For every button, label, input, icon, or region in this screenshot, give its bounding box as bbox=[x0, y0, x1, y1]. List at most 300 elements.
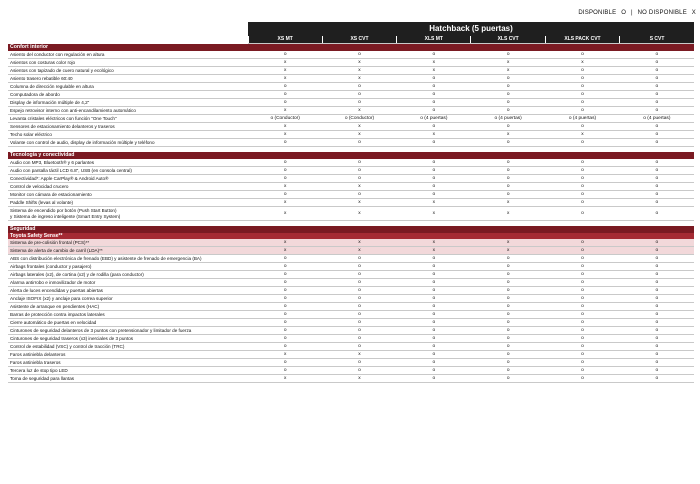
availability-cell: o bbox=[545, 139, 619, 147]
feature-label: Computadora de abordo bbox=[8, 91, 248, 99]
availability-cell: o bbox=[248, 99, 322, 107]
feature-label: Techo solar eléctrico bbox=[8, 131, 248, 139]
table-row bbox=[8, 167, 694, 175]
table-row bbox=[8, 91, 694, 99]
feature-label: Sistema de encendido por botón (Push Start Button) y Sistema de ingreso inteligente (Smart Entry System) bbox=[8, 207, 248, 221]
table-row bbox=[8, 139, 694, 147]
availability-cell: o bbox=[471, 335, 545, 343]
availability-cell: o bbox=[397, 91, 471, 99]
feature-label: Display de información múltiple de 4,2" bbox=[8, 99, 248, 107]
availability-cell: o bbox=[620, 191, 694, 199]
availability-cell: x bbox=[322, 183, 396, 191]
availability-cell: o bbox=[248, 287, 322, 295]
availability-cell: o bbox=[545, 75, 619, 83]
availability-cell: o bbox=[620, 303, 694, 311]
table-row bbox=[8, 239, 694, 247]
availability-cell: x bbox=[471, 247, 545, 255]
availability-cell: o bbox=[397, 255, 471, 263]
availability-cell: o bbox=[620, 99, 694, 107]
legend-not-available-symbol: X bbox=[691, 10, 696, 16]
availability-cell: o bbox=[620, 175, 694, 183]
availability-cell: o bbox=[248, 327, 322, 335]
table-row bbox=[8, 295, 694, 303]
availability-cell: o bbox=[471, 375, 545, 383]
availability-cell: o bbox=[620, 335, 694, 343]
availability-cell: x bbox=[397, 207, 471, 221]
table-row bbox=[8, 59, 694, 67]
availability-cell: o bbox=[397, 271, 471, 279]
availability-cell: o bbox=[397, 287, 471, 295]
availability-cell: x bbox=[322, 375, 396, 383]
availability-cell: o bbox=[248, 91, 322, 99]
availability-cell: o bbox=[322, 319, 396, 327]
availability-cell: o bbox=[471, 295, 545, 303]
availability-cell: o bbox=[248, 303, 322, 311]
table-row bbox=[8, 287, 694, 295]
availability-cell: o bbox=[397, 183, 471, 191]
availability-cell: o bbox=[545, 99, 619, 107]
table-row bbox=[8, 159, 694, 167]
availability-legend bbox=[575, 10, 696, 16]
availability-cell: o bbox=[545, 335, 619, 343]
availability-cell: o bbox=[248, 271, 322, 279]
model-header: XS MT bbox=[248, 36, 322, 44]
model-header: XLS MT bbox=[397, 36, 471, 44]
availability-cell: o bbox=[248, 343, 322, 351]
legend-available-label: DISPONIBLE bbox=[578, 10, 617, 16]
table-row bbox=[8, 83, 694, 91]
table-row bbox=[8, 319, 694, 327]
table-row bbox=[8, 191, 694, 199]
availability-cell: o bbox=[620, 247, 694, 255]
availability-cell: o bbox=[471, 303, 545, 311]
availability-cell: o bbox=[248, 335, 322, 343]
availability-cell: x bbox=[322, 107, 396, 115]
availability-cell: o (Conductor) bbox=[322, 115, 396, 123]
availability-cell: o bbox=[397, 167, 471, 175]
availability-cell: o bbox=[397, 159, 471, 167]
availability-cell: o bbox=[322, 327, 396, 335]
availability-cell: o bbox=[397, 359, 471, 367]
availability-cell: o bbox=[545, 51, 619, 59]
availability-cell: o bbox=[248, 83, 322, 91]
availability-cell: o bbox=[545, 351, 619, 359]
availability-cell: o (4 puertas) bbox=[397, 115, 471, 123]
feature-label: Levanta cristales eléctricos con función "One Touch" bbox=[8, 115, 248, 123]
availability-cell: o bbox=[471, 83, 545, 91]
availability-cell: o bbox=[620, 207, 694, 221]
feature-label: Asiento trasero rebatible 60:40 bbox=[8, 75, 248, 83]
table-row bbox=[8, 343, 694, 351]
legend-separator: | bbox=[631, 10, 633, 16]
availability-cell: x bbox=[397, 67, 471, 75]
spec-table-container bbox=[8, 22, 694, 383]
availability-cell: o bbox=[545, 279, 619, 287]
model-header: XLS CVT bbox=[471, 36, 545, 44]
availability-cell: o bbox=[397, 107, 471, 115]
feature-label: Airbags laterales (x2), de cortina (x2) y de rodilla (para conductor) bbox=[8, 271, 248, 279]
availability-cell: o bbox=[397, 99, 471, 107]
availability-cell: o bbox=[545, 83, 619, 91]
feature-label: ABS con distribución electrónica de frenado (EBD) y asistente de frenado de emergencia (BA) bbox=[8, 255, 248, 263]
spec-table bbox=[8, 22, 694, 383]
availability-cell: o bbox=[471, 263, 545, 271]
availability-cell: o bbox=[545, 271, 619, 279]
availability-cell: x bbox=[248, 107, 322, 115]
availability-cell: o bbox=[471, 91, 545, 99]
availability-cell: o bbox=[471, 311, 545, 319]
feature-label: Control de velocidad crucero bbox=[8, 183, 248, 191]
availability-cell: o bbox=[322, 343, 396, 351]
availability-cell: o bbox=[545, 159, 619, 167]
feature-label: Audio con pantalla táctil LCD 6.8", USB (en consola central) bbox=[8, 167, 248, 175]
availability-cell: o bbox=[545, 191, 619, 199]
availability-cell: o bbox=[248, 263, 322, 271]
availability-cell: o bbox=[545, 91, 619, 99]
availability-cell: o bbox=[545, 263, 619, 271]
table-title-row bbox=[8, 22, 694, 36]
section-title: Tecnología y conectividad bbox=[8, 152, 694, 159]
section-title: Seguridad bbox=[8, 226, 694, 233]
table-title: Hatchback (5 puertas) bbox=[248, 22, 694, 36]
availability-cell: o bbox=[620, 131, 694, 139]
availability-cell: x bbox=[322, 351, 396, 359]
availability-cell: o bbox=[471, 367, 545, 375]
availability-cell: x bbox=[322, 247, 396, 255]
availability-cell: o bbox=[322, 83, 396, 91]
section-header bbox=[8, 44, 694, 52]
availability-cell: o bbox=[545, 319, 619, 327]
availability-cell: o bbox=[248, 175, 322, 183]
availability-cell: o bbox=[471, 107, 545, 115]
availability-cell: o bbox=[322, 139, 396, 147]
availability-cell: o bbox=[248, 167, 322, 175]
availability-cell: o bbox=[545, 359, 619, 367]
availability-cell: o bbox=[322, 367, 396, 375]
table-row bbox=[8, 247, 694, 255]
availability-cell: o bbox=[248, 139, 322, 147]
availability-cell: o bbox=[471, 343, 545, 351]
feature-label: Barras de protección contra impactos laterales bbox=[8, 311, 248, 319]
availability-cell: o bbox=[322, 99, 396, 107]
availability-cell: x bbox=[322, 67, 396, 75]
feature-label: Audio con MP3, Bluetooth® y 6 parlantes bbox=[8, 159, 248, 167]
availability-cell: x bbox=[397, 59, 471, 67]
availability-cell: o bbox=[620, 159, 694, 167]
availability-cell: o bbox=[248, 191, 322, 199]
availability-cell: o bbox=[620, 123, 694, 131]
availability-cell: o bbox=[620, 327, 694, 335]
availability-cell: o bbox=[620, 67, 694, 75]
availability-cell: o bbox=[545, 247, 619, 255]
availability-cell: x bbox=[322, 239, 396, 247]
table-row bbox=[8, 263, 694, 271]
availability-cell: o bbox=[322, 191, 396, 199]
table-row bbox=[8, 335, 694, 343]
availability-cell: o bbox=[545, 311, 619, 319]
availability-cell: o bbox=[322, 51, 396, 59]
table-row bbox=[8, 183, 694, 191]
availability-cell: o bbox=[471, 75, 545, 83]
feature-label: Sensores de estacionamiento delanteros y traseros bbox=[8, 123, 248, 131]
availability-cell: x bbox=[471, 67, 545, 75]
availability-cell: o bbox=[471, 51, 545, 59]
section-header bbox=[8, 226, 694, 233]
availability-cell: o bbox=[322, 335, 396, 343]
availability-cell: o bbox=[322, 91, 396, 99]
availability-cell: x bbox=[322, 59, 396, 67]
availability-cell: x bbox=[248, 199, 322, 207]
table-row bbox=[8, 279, 694, 287]
availability-cell: o bbox=[545, 239, 619, 247]
feature-label: Faros antiniebla traseros bbox=[8, 359, 248, 367]
feature-label: Volante con control de audio, display de información múltiple y teléfono bbox=[8, 139, 248, 147]
availability-cell: o bbox=[545, 327, 619, 335]
availability-cell: o bbox=[248, 311, 322, 319]
availability-cell: o bbox=[545, 175, 619, 183]
availability-cell: o bbox=[620, 91, 694, 99]
availability-cell: o bbox=[248, 319, 322, 327]
availability-cell: o bbox=[397, 343, 471, 351]
availability-cell: o bbox=[545, 123, 619, 131]
feature-label: Cinturones de seguridad traseros (x3) inerciales de 3 puntos bbox=[8, 335, 248, 343]
table-row bbox=[8, 367, 694, 375]
feature-label: Anclaje ISOFIX (x2) y anclaje para correa superior bbox=[8, 295, 248, 303]
feature-label: Paddle Shifts (levas al volante) bbox=[8, 199, 248, 207]
model-header: XS CVT bbox=[322, 36, 396, 44]
table-row bbox=[8, 131, 694, 139]
availability-cell: o bbox=[397, 123, 471, 131]
table-row bbox=[8, 67, 694, 75]
availability-cell: x bbox=[322, 75, 396, 83]
availability-cell: o bbox=[397, 175, 471, 183]
availability-cell: o bbox=[471, 191, 545, 199]
feature-label: Espejo retrovisor interno con anti-encandilamiento automático bbox=[8, 107, 248, 115]
availability-cell: o bbox=[620, 351, 694, 359]
availability-cell: o bbox=[397, 279, 471, 287]
availability-cell: o bbox=[248, 295, 322, 303]
availability-cell: x bbox=[248, 67, 322, 75]
availability-cell: o bbox=[620, 255, 694, 263]
feature-label: Alerta de luces encendidas y puertas abiertas bbox=[8, 287, 248, 295]
availability-cell: o bbox=[545, 183, 619, 191]
availability-cell: o bbox=[545, 67, 619, 75]
availability-cell: o bbox=[620, 319, 694, 327]
availability-cell: x bbox=[248, 247, 322, 255]
availability-cell: o bbox=[322, 159, 396, 167]
availability-cell: o bbox=[545, 375, 619, 383]
availability-cell: o (4 puertas) bbox=[471, 115, 545, 123]
table-row bbox=[8, 123, 694, 131]
availability-cell: o bbox=[471, 123, 545, 131]
availability-cell: x bbox=[248, 375, 322, 383]
availability-cell: o bbox=[248, 359, 322, 367]
feature-label: Tercera luz de stop tipo LED bbox=[8, 367, 248, 375]
availability-cell: x bbox=[248, 75, 322, 83]
availability-cell: x bbox=[471, 131, 545, 139]
feature-label: Asiento del conductor con regulación en altura bbox=[8, 51, 248, 59]
availability-cell: x bbox=[322, 131, 396, 139]
availability-cell: o bbox=[620, 295, 694, 303]
availability-cell: x bbox=[397, 239, 471, 247]
table-row bbox=[8, 75, 694, 83]
table-row bbox=[8, 199, 694, 207]
table-row bbox=[8, 175, 694, 183]
table-row bbox=[8, 207, 694, 221]
feature-label: Asistente de arranque en pendientes (HAC) bbox=[8, 303, 248, 311]
availability-cell: x bbox=[397, 199, 471, 207]
availability-cell: x bbox=[471, 59, 545, 67]
availability-cell: x bbox=[545, 59, 619, 67]
feature-label: Conectividad*: Apple CarPlay® & Android Auto® bbox=[8, 175, 248, 183]
availability-cell: o bbox=[545, 199, 619, 207]
availability-cell: o bbox=[397, 139, 471, 147]
availability-cell: o bbox=[471, 99, 545, 107]
availability-cell: o bbox=[620, 107, 694, 115]
availability-cell: x bbox=[248, 131, 322, 139]
availability-cell: o bbox=[620, 139, 694, 147]
availability-cell: o (4 puertas) bbox=[620, 115, 694, 123]
availability-cell: x bbox=[248, 351, 322, 359]
table-row bbox=[8, 271, 694, 279]
availability-cell: o bbox=[397, 335, 471, 343]
availability-cell: o bbox=[545, 343, 619, 351]
availability-cell: o bbox=[397, 83, 471, 91]
availability-cell: o bbox=[471, 327, 545, 335]
table-row bbox=[8, 99, 694, 107]
availability-cell: x bbox=[248, 183, 322, 191]
availability-cell: o bbox=[471, 255, 545, 263]
model-header: S CVT bbox=[620, 36, 694, 44]
availability-cell: o bbox=[471, 159, 545, 167]
feature-label: Cinturones de seguridad delanteros de 3 puntos con pretensionador y limitador de fuerza bbox=[8, 327, 248, 335]
availability-cell: o bbox=[397, 351, 471, 359]
availability-cell: o bbox=[620, 167, 694, 175]
availability-cell: x bbox=[322, 199, 396, 207]
availability-cell: o bbox=[545, 367, 619, 375]
table-row bbox=[8, 51, 694, 59]
availability-cell: o bbox=[397, 51, 471, 59]
feature-label: Alarma antirrobo e inmovilizador de motor bbox=[8, 279, 248, 287]
availability-cell: o bbox=[322, 303, 396, 311]
availability-cell: o bbox=[397, 303, 471, 311]
availability-cell: o bbox=[248, 255, 322, 263]
availability-cell: o bbox=[620, 199, 694, 207]
availability-cell: x bbox=[471, 199, 545, 207]
availability-cell: o (Conductor) bbox=[248, 115, 322, 123]
availability-cell: o bbox=[471, 139, 545, 147]
feature-label: Sistema de alerta de cambio de carril (LDA)** bbox=[8, 247, 248, 255]
feature-label: Columna de dirección regulable en altura bbox=[8, 83, 248, 91]
availability-cell: o bbox=[620, 183, 694, 191]
table-row bbox=[8, 311, 694, 319]
availability-cell: o bbox=[397, 75, 471, 83]
feature-label: Airbags frontales (conductor y pasajero) bbox=[8, 263, 248, 271]
availability-cell: x bbox=[248, 207, 322, 221]
availability-cell: x bbox=[322, 123, 396, 131]
availability-cell: o bbox=[620, 375, 694, 383]
availability-cell: o bbox=[397, 375, 471, 383]
availability-cell: o bbox=[471, 175, 545, 183]
feature-label: Sistema de pre-colisión frontal (PCS)** bbox=[8, 239, 248, 247]
table-row bbox=[8, 303, 694, 311]
availability-cell: o bbox=[620, 287, 694, 295]
availability-cell: o (4 puertas) bbox=[545, 115, 619, 123]
model-header: XLS PACK CVT bbox=[545, 36, 619, 44]
availability-cell: o bbox=[322, 311, 396, 319]
table-row bbox=[8, 327, 694, 335]
table-row bbox=[8, 115, 694, 123]
availability-cell: o bbox=[248, 367, 322, 375]
availability-cell: o bbox=[397, 319, 471, 327]
availability-cell: x bbox=[248, 239, 322, 247]
availability-cell: o bbox=[620, 51, 694, 59]
feature-label: Faros antiniebla delanteros bbox=[8, 351, 248, 359]
availability-cell: o bbox=[397, 311, 471, 319]
availability-cell: o bbox=[545, 255, 619, 263]
feature-label: Control de estabilidad (VSC) y control de tracción (TRC) bbox=[8, 343, 248, 351]
feature-label: Cierre automático de puertas en velocidad bbox=[8, 319, 248, 327]
availability-cell: o bbox=[545, 207, 619, 221]
availability-cell: o bbox=[620, 279, 694, 287]
availability-cell: o bbox=[397, 191, 471, 199]
availability-cell: x bbox=[248, 123, 322, 131]
availability-cell: o bbox=[248, 279, 322, 287]
availability-cell: o bbox=[322, 287, 396, 295]
availability-cell: o bbox=[322, 359, 396, 367]
availability-cell: o bbox=[322, 295, 396, 303]
availability-cell: o bbox=[620, 343, 694, 351]
availability-cell: o bbox=[397, 295, 471, 303]
availability-cell: o bbox=[322, 255, 396, 263]
table-row bbox=[8, 375, 694, 383]
availability-cell: x bbox=[322, 207, 396, 221]
availability-cell: o bbox=[471, 351, 545, 359]
subsection-title: Toyota Safety Sense** bbox=[8, 233, 694, 239]
availability-cell: o bbox=[545, 303, 619, 311]
availability-cell: x bbox=[397, 131, 471, 139]
availability-cell: o bbox=[471, 279, 545, 287]
table-row bbox=[8, 351, 694, 359]
availability-cell: o bbox=[471, 359, 545, 367]
availability-cell: o bbox=[397, 327, 471, 335]
availability-cell: x bbox=[471, 207, 545, 221]
availability-cell: o bbox=[620, 311, 694, 319]
availability-cell: o bbox=[397, 367, 471, 375]
availability-cell: o bbox=[471, 167, 545, 175]
feature-label: Toma de seguridad para llantas bbox=[8, 375, 248, 383]
availability-cell: o bbox=[545, 167, 619, 175]
availability-cell: o bbox=[397, 263, 471, 271]
availability-cell: x bbox=[471, 239, 545, 247]
availability-cell: o bbox=[471, 287, 545, 295]
table-row bbox=[8, 359, 694, 367]
section-header bbox=[8, 152, 694, 159]
legend-available-symbol: O bbox=[621, 10, 627, 16]
section-title: Confort interior bbox=[8, 44, 694, 52]
availability-cell: o bbox=[471, 271, 545, 279]
availability-cell: o bbox=[620, 239, 694, 247]
availability-cell: o bbox=[620, 359, 694, 367]
table-row bbox=[8, 107, 694, 115]
availability-cell: x bbox=[248, 59, 322, 67]
availability-cell: o bbox=[620, 59, 694, 67]
availability-cell: o bbox=[545, 295, 619, 303]
legend-not-available-label: NO DISPONIBLE bbox=[637, 10, 687, 16]
availability-cell: o bbox=[322, 279, 396, 287]
availability-cell: o bbox=[322, 167, 396, 175]
availability-cell: o bbox=[620, 263, 694, 271]
